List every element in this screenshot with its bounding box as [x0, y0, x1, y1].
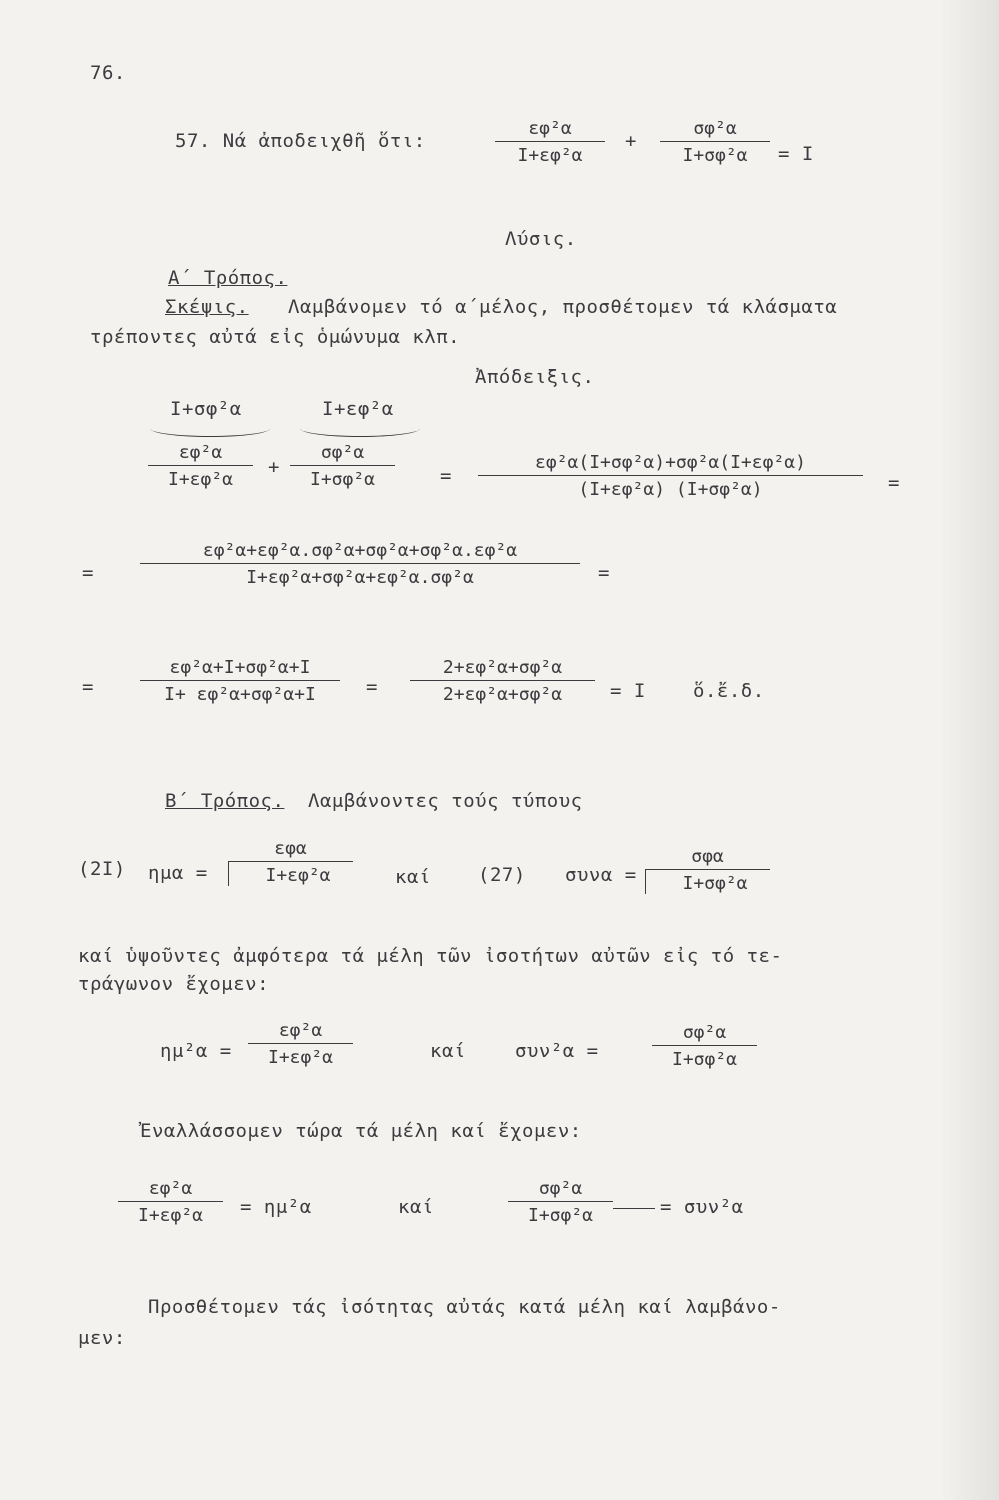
fraction-bar-extension — [613, 1208, 655, 1209]
sqrt-denominator: Ι+εφ²α — [228, 862, 353, 886]
thought-label: Σκέψις. — [165, 296, 249, 318]
fraction-denominator: 2+εφ²α+σφ²α — [442, 684, 563, 705]
fraction-numerator: εφ²α+εφ²α.σφ²α+σφ²α+σφ²α.εφ²α — [202, 540, 518, 561]
fraction-denominator: Ι+εφ²α — [517, 145, 583, 166]
equals-sign: = — [82, 562, 94, 584]
step2-fraction — [140, 540, 580, 588]
formula-ref-21: (2Ι) — [78, 858, 126, 880]
fraction-numerator: εφ²α(Ι+σφ²α)+σφ²α(Ι+εφ²α) — [535, 452, 806, 473]
squared-fraction-1 — [248, 1020, 353, 1068]
fraction-numerator: σφ²α — [693, 118, 737, 139]
problem-fraction-2 — [660, 118, 770, 166]
kai-word: καί — [430, 1040, 466, 1062]
fraction-denominator: Ι+εφ²α — [167, 469, 234, 490]
qed-mark: ὅ.ἔ.δ. — [693, 680, 765, 702]
squared-lhs-2: συν²α = — [515, 1040, 599, 1062]
fraction-numerator: εφ²α — [528, 118, 572, 139]
swapped-fraction-1 — [118, 1178, 223, 1226]
fraction-numerator: εφ²α+Ι+σφ²α+Ι — [169, 657, 311, 678]
solution-title: Λύσις. — [505, 228, 577, 250]
fraction-numerator: εφα — [274, 838, 307, 859]
thought-text: Λαμβάνομεν τό α΄μέλος, προσθέτομεν τά κλάσματα — [288, 296, 838, 318]
equals-sign: = — [888, 472, 900, 494]
equals-sign: = — [440, 465, 452, 487]
fraction-denominator: Ι+σφ²α — [671, 1049, 738, 1070]
method-a-title: Α΄ Τρόπος. — [168, 267, 288, 289]
equals-sign: = — [82, 676, 94, 698]
fraction-numerator: σφα — [691, 846, 724, 867]
fraction-denominator: Ι+σφ²α — [682, 145, 748, 166]
equals-sign: = — [366, 676, 378, 698]
fraction-denominator: Ι+ εφ²α+σφ²α+Ι — [164, 684, 316, 705]
fraction-numerator: εφ²α — [178, 442, 223, 463]
fraction-numerator: εφ²α — [278, 1020, 323, 1041]
proof-title: Ἀπόδειξις. — [475, 366, 595, 388]
formula-lhs-2: συνα = — [565, 864, 637, 886]
problem-label: 57. Νά ἀποδειχθῆ ὅτι: — [175, 130, 426, 152]
step1-fraction-1 — [148, 442, 253, 490]
kai-word: καί — [398, 1196, 434, 1218]
multiplier-over-2: Ι+εφ²α — [322, 398, 394, 420]
fraction-numerator: σφ²α — [320, 442, 365, 463]
fraction-denominator: Ι+εφ²α+σφ²α+εφ²α.σφ²α — [246, 567, 474, 588]
fraction-denominator: Ι+σφ²α — [527, 1205, 594, 1226]
add-text-continued: μεν: — [78, 1327, 126, 1349]
step1-fraction-2 — [290, 442, 395, 490]
equals-sign: = — [598, 562, 610, 584]
problem-result: = Ι — [778, 143, 814, 165]
squaring-text: καί ὑψοῦντες ἀμφότερα τά μέλη τῶν ἰσοτήτων αὐτῶν εἰς τό τε- — [78, 945, 783, 967]
fraction-numerator: σφ²α — [682, 1022, 727, 1043]
swapped-fraction-2 — [508, 1178, 613, 1226]
page-edge-shadow — [939, 0, 999, 1500]
formula-fraction-1 — [228, 838, 353, 886]
fraction-numerator: 2+εφ²α+σφ²α — [442, 657, 563, 678]
fraction-denominator: Ι+εφ²α — [267, 1047, 334, 1068]
add-text: Προσθέτομεν τάς ἰσότητας αὐτάς κατά μέλη καί λαμβάνο- — [148, 1296, 781, 1318]
formula-ref-27: (27) — [478, 864, 526, 886]
fraction-denominator: (Ι+εφ²α) (Ι+σφ²α) — [578, 479, 763, 500]
multiplier-over-1: Ι+σφ²α — [170, 398, 242, 420]
fraction-denominator: Ι+σφ²α — [309, 469, 376, 490]
step3-result: = Ι — [610, 680, 646, 702]
fraction-numerator: εφ²α — [148, 1178, 193, 1199]
swapped-rhs-2: = συν²α — [660, 1196, 744, 1218]
formula-lhs-1: ημα = — [148, 862, 208, 884]
sqrt-denominator: Ι+σφ²α — [645, 870, 770, 894]
method-b-text: Λαμβάνοντες τούς τύπους — [308, 790, 583, 812]
swapped-rhs-1: = ημ²α — [240, 1196, 312, 1218]
plus-sign: + — [268, 456, 280, 478]
brace-1 — [150, 420, 270, 437]
formula-fraction-2 — [645, 846, 770, 894]
page-number: 76. — [90, 62, 126, 84]
plus-sign: + — [625, 130, 637, 152]
kai-word: καί — [395, 866, 431, 888]
step3-fraction-1 — [140, 657, 340, 705]
squared-fraction-2 — [652, 1022, 757, 1070]
squaring-text-continued: τράγωνον ἔχομεν: — [78, 973, 270, 995]
step3-fraction-2 — [410, 657, 595, 705]
brace-2 — [300, 420, 420, 437]
squared-lhs-1: ημ²α = — [160, 1040, 232, 1062]
method-b-title: Β΄ Τρόπος. — [165, 790, 285, 812]
swap-text: Ἐναλλάσσομεν τώρα τά μέλη καί ἔχομεν: — [140, 1120, 582, 1142]
thought-text-continued: τρέποντες αὐτά εἰς ὁμώνυμα κλπ. — [90, 326, 461, 348]
problem-fraction-1 — [495, 118, 605, 166]
step1-fraction-3 — [478, 452, 863, 500]
fraction-numerator: σφ²α — [538, 1178, 583, 1199]
fraction-denominator: Ι+εφ²α — [137, 1205, 204, 1226]
